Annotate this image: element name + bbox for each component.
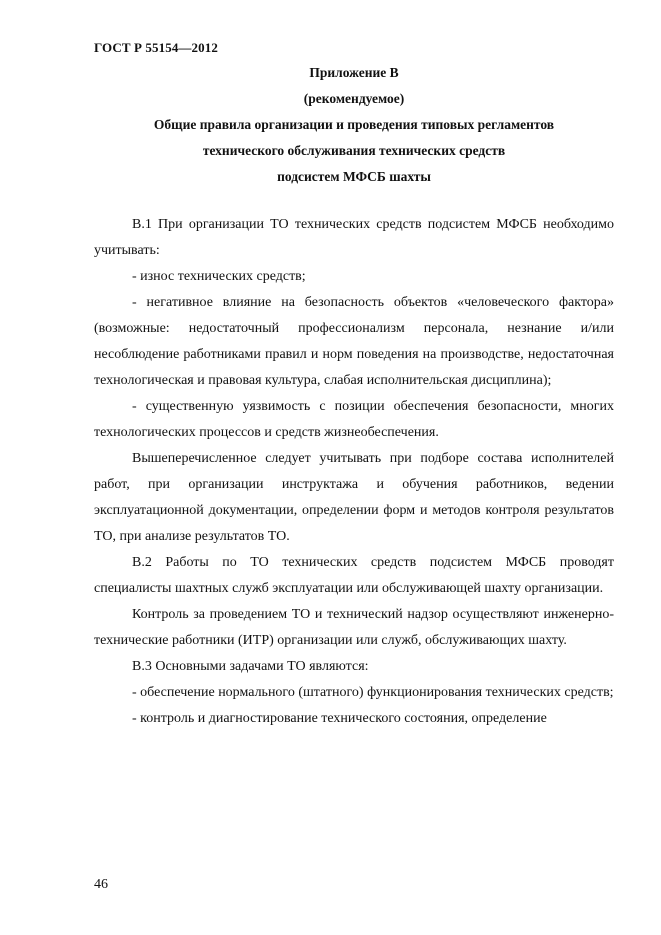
paragraph: - существенную уязвимость с позиции обеспечения безопасности, многих технологических процессов и средств жизнеобеспечения. xyxy=(94,399,614,440)
appendix-title-line-2: технического обслуживания технических средств xyxy=(202,143,506,158)
paragraph: Контроль за проведением ТО и технический надзор осуществляют инженерно-технические работники (ИТР) организации или служб, обслуживающих шахту. xyxy=(94,607,614,648)
paragraph: В.3 Основными задачами ТО являются: xyxy=(132,659,369,674)
appendix-heading xyxy=(94,66,614,196)
appendix-title-line-3: подсистем МФСБ шахты xyxy=(277,169,431,184)
standard-id: ГОСТ Р 55154—2012 xyxy=(94,40,218,55)
paragraph: - негативное влияние на безопасность объектов «человеческого фактора» (возможные: недостаточный профессионализм персонала, незнание и/или несоблюдение работниками правил и норм поведения на производстве, недостаточная технологическая и правовая культура, слабая исполнительская дисциплина); xyxy=(94,295,614,388)
appendix-status: (рекомендуемое) xyxy=(303,91,405,106)
paragraph: - контроль и диагностирование технического состояния, определение xyxy=(132,711,547,726)
body-text xyxy=(94,212,614,732)
appendix-title-line-1: Общие правила организации и проведения типовых регламентов xyxy=(153,117,555,132)
paragraph: В.1 При организации ТО технических средств подсистем МФСБ необходимо учитывать: xyxy=(94,217,614,258)
paragraph: - обеспечение нормального (штатного) функционирования технических средств; xyxy=(132,685,614,700)
page-number: 46 xyxy=(94,877,108,892)
paragraph: В.2 Работы по ТО технических средств подсистем МФСБ проводят специалисты шахтных служб эксплуатации или обслуживающей шахту организации. xyxy=(94,555,614,596)
appendix-label: Приложение В xyxy=(309,65,399,80)
paragraph: - износ технических средств; xyxy=(132,269,306,284)
paragraph: Вышеперечисленное следует учитывать при подборе состава исполнителей работ, при организации инструктажа и обучения работников, ведении эксплуатационной документации, определении форм и методов контроля результатов ТО, при анализе результатов ТО. xyxy=(94,451,614,544)
